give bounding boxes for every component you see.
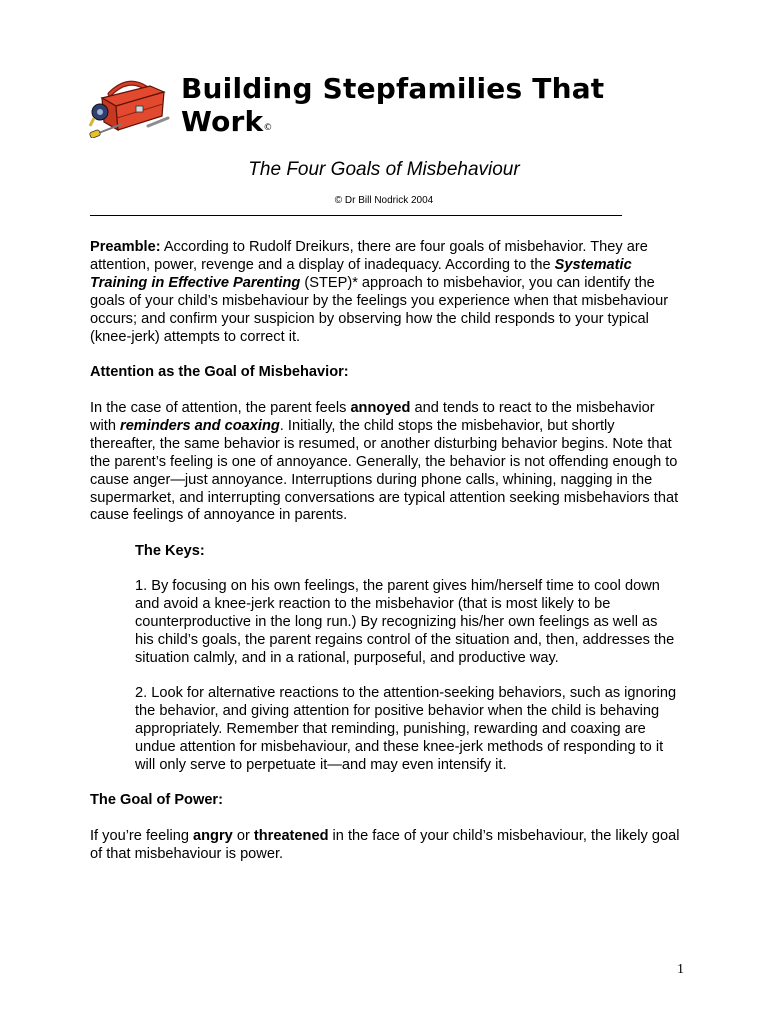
preamble-text-continued: (STEP)* approach to misbehavior, you can identify the goals of your child’s misbehaviour by the feelings you experience when that misbehaviour occurs; and confirm your suspicion by observing how the child responds to your typical (knee-jerk) attempts to correct it. — [90, 274, 669, 345]
preamble-label: Preamble: — [90, 239, 161, 255]
page-number: 1 — [677, 962, 684, 977]
toolbox-icon — [88, 74, 170, 138]
key-item-1: 1. By focusing on his own feelings, the parent gives him/herself time to cool down and avoid a knee-jerk reaction to the misbehavior (that is most likely to be counterproductive in the long run.) By recognizing his/her own feelings as well as his child’s goals, the parent regains control of the situation and, then, addresses the situation calmly, and in a rational, purposeful, and productive way. — [135, 578, 675, 666]
emphasis-threatened: threatened — [253, 828, 329, 844]
section-heading-power: The Goal of Power: — [90, 792, 223, 808]
brand-title — [181, 72, 661, 146]
brand-title-line1: Building Stepfamilies That — [181, 72, 605, 105]
preamble-text: According to Rudolf Dreikurs, there are four goals of misbehavior. They are attention, power, revenge and a display of inadequacy. According to the — [90, 239, 648, 273]
power-text-3: in the face of your child’s misbehaviour, the likely goal of that misbehaviour is power. — [90, 828, 680, 862]
step-program-name: Systematic Training in Effective Parenting — [90, 256, 632, 291]
title-divider — [90, 215, 622, 216]
power-text: If you’re feeling — [90, 828, 194, 844]
emphasis-reminders-coaxing: reminders and coaxing — [120, 417, 280, 434]
brand-title-line2: Work — [181, 105, 264, 138]
attention-text-3: . Initially, the child stops the misbehavior, but shortly thereafter, the same behavior is resumed, or another disturbing behavior begins. Note that the parent’s feeling is one of annoyance. Generally, the behavior is not offending enough to cause anger—just annoyance. Interruptions during phone calls, whining, nagging in the supermarket, and interrupting conversations are typical attention seeking misbehaviors that cause feelings of annoyance in parents. — [90, 417, 679, 524]
keys-heading: The Keys: — [135, 543, 205, 559]
attention-text-2: and tends to react to the misbehavior with — [90, 400, 655, 434]
emphasis-annoyed: annoyed — [350, 400, 411, 416]
attention-text: In the case of attention, the parent feels — [90, 400, 351, 416]
attention-paragraph — [90, 400, 680, 525]
power-text-2: or — [232, 828, 254, 844]
power-paragraph — [90, 828, 680, 864]
preamble-paragraph — [90, 239, 680, 346]
section-heading-attention: Attention as the Goal of Misbehavior: — [90, 364, 349, 380]
key-item-2: 2. Look for alternative reactions to the attention-seeking behaviors, such as ignoring the behavior, and giving attention for positive behavior when the child is behaving appropriately. Remember that reminding, punishing, rewarding and coaxing are undue attention for misbehaviour, and these knee-jerk methods of responding to it will only serve to perpetuate it—and may even intensify it. — [135, 685, 677, 773]
trademark-symbol: © — [263, 123, 273, 133]
document-title: The Four Goals of Misbehaviour — [248, 159, 520, 180]
document-header — [88, 72, 688, 142]
copyright-line: © Dr Bill Nodrick 2004 — [334, 195, 434, 206]
emphasis-angry: angry — [193, 828, 233, 844]
